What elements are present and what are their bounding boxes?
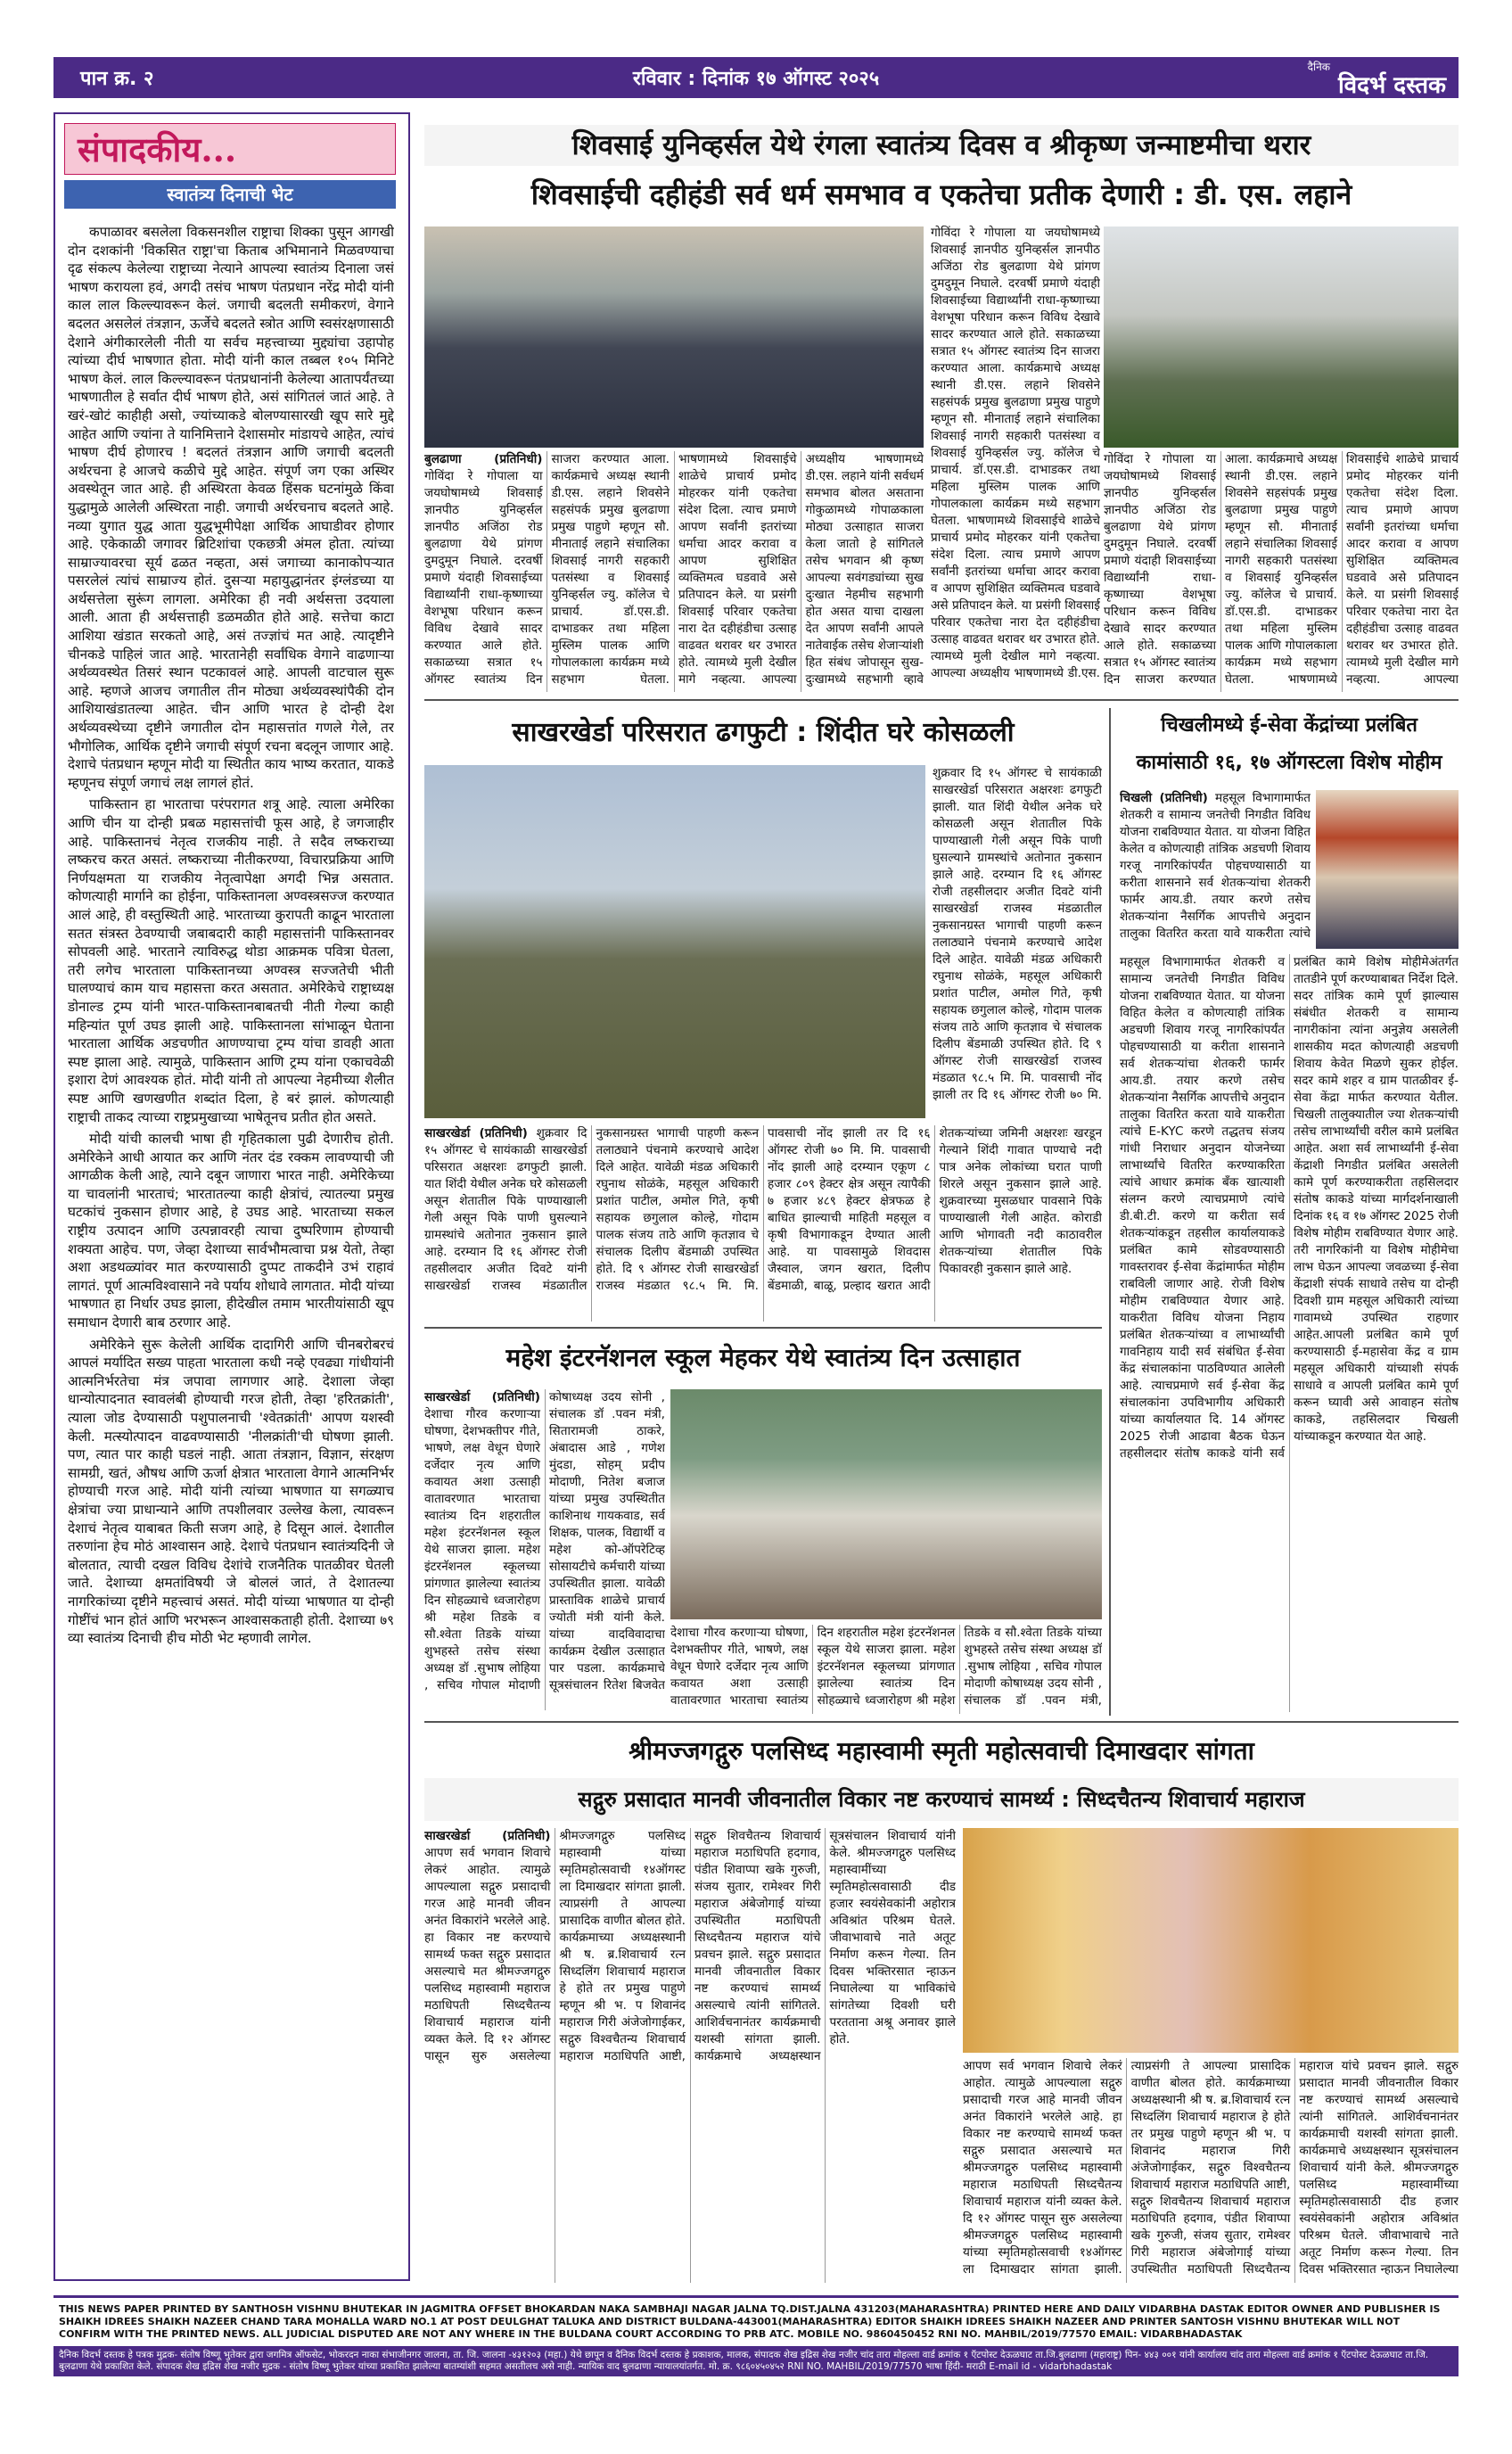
story1-body-left [424, 451, 924, 692]
story5-dateline: साखरखेर्डा (प्रतिनिधी) [424, 1829, 551, 1843]
story2-text: शुक्रवार दि १५ ऑगस्ट चे सायंकाळी साखरखेर्डा परिसरात अक्षरशः ढगफुटी झाली. यात शिंदी येथील अनेक घरे कोसळली असून शेतातील पिके पाण्याखाली गेली असून पिके पाणी घुसल्याने ग्रामस्थांचे अतोनात नुकसान झाले आहे. दरम्यान दि १६ ऑगस्ट रोजी तहसीलदार अजीत दिवटे यांनी साखरखेर्डा राजस्व मंडळातील नुकसानग्रस्त भागाची पाहणी करून तलाठ्याने पंचनामे करण्याचे आदेश दिले आहेत. यावेळी मंडळ अधिकारी रघुनाथ सोळंके, महसूल अधिकारी प्रशांत पाटील, अमोल गिते, कृषी सहायक छगुलाल कोल्हे, गोदाम पालक संजय ताठे आणि कृतज्ञाव चे संचालक दिलीप बेंडमाळी उपस्थित होते. दि ९ ऑगस्ट रोजी साखरखेर्डा राजस्व मंडळात ९८.५ मि. मि. पावसाची नोंद झाली तर दि १६ ऑगस्ट रोजी ७० मि. मि. पावसाची नोंद झाली आहे दरम्यान एकूण ८ हजार ८०९ हेक्टर क्षेत्र असून त्यापैकी ७ हजार ४८९ हेक्टर क्षेत्रफळ हे बाधित झाल्याची माहिती महसूल व कृषी विभागाकडून देण्यात आली आहे. या पावसामुळे शिवदास जैस्वाल, जगन खरात, दिलीप बेंडमाळी, बाळू, प्रल्हाद खरात आदी शेतकऱ्यांच्या जमिनी अक्षरशः खरडून गेल्याने शिंदी गावात पाण्याचे नदी पात्र अनेक लोकांच्या घरात पाणी शिरले असून नुकसान झाले आहे. शुक्रवारच्या मुसळधार पावसाने पिके पाण्याखाली गेली आहेत. कोराडी आणि भोगावती नदी काठावरील शेतकऱ्यांच्या शेतातील पिके पिकावरही नुकसान झाले आहे. [424, 1126, 1102, 1293]
story3-headline: चिखलीमध्ये ई-सेवा केंद्रांच्या प्रलंबित [1120, 708, 1459, 744]
divider [424, 1721, 1459, 1723]
story1-text-cont: गोविंदा रे गोपाला या जयघोषामध्ये शिवसाई ज्ञानपीठ युनिव्हर्सल ज्ञानपीठ अजिंठा रोड बुलढाणा येथे प्रांगण दुमदुमून निघाले. दरवर्षी प्रमाणे यंदाही शिवसाईच्या विद्यार्थ्यांनी राधा-कृष्णाच्या वेशभूषा परिधान करून विविध देखावे सादर करण्यात आले होते. सकाळच्या सत्रात १५ ऑगस्ट स्वातंत्र्य दिन साजरा करण्यात आला. कार्यक्रमाचे अध्यक्ष स्थानी डी.एस. लहाने शिवसेने सहसंपर्क प्रमुख बुलढाणा प्रमुख पाहुणे म्हणून सौ. मीनाताई लहाने संचालिका शिवसाई नागरी सहकारी पतसंस्था व शिवसाई युनिव्हर्सल ज्यु. कॉलेज चे प्राचार्य. डॉ.एस.डी. दाभाडकर तथा महिला मुस्लिम पालक आणि गोपालकाला कार्यक्रम मध्ये सहभाग घेतला. भाषणामध्ये शिवसाईचे शाळेचे प्राचार्य प्रमोद मोहरकर यांनी एकतेचा संदेश दिला. त्याच प्रमाणे आपण सर्वांनी इतरांच्या धर्माचा आदर करावा व आपण सुशिक्षित व्यक्तिमत्व घडवावे असे प्रतिपादन केले. या प्रसंगी शिवसाई परिवार एकतेचा नारा देत दहीहंडीचा उत्साह वाढवत थरावर थर उभारत होते. त्यामध्ये मुली देखील मागे नव्हत्या. आपल्या अध्यक्षीय भाषणामध्ये डी.एस. [931, 226, 1100, 680]
page-number: पान क्र. २ [80, 68, 154, 90]
story2-text-cont: शुक्रवार दि १५ ऑगस्ट चे सायंकाळी साखरखेर्डा परिसरात अक्षरशः ढगफुटी झाली. यात शिंदी येथील अनेक घरे कोसळली असून शेतातील पिके पाण्याखाली गेली असून पिके पाणी घुसल्याने ग्रामस्थांचे अतोनात नुकसान झाले आहे. दरम्यान दि १६ ऑगस्ट रोजी तहसीलदार अजीत दिवटे यांनी साखरखेर्डा राजस्व मंडळातील नुकसानग्रस्त भागाची पाहणी करून तलाठ्याने पंचनामे करण्याचे आदेश दिले आहेत. यावेळी मंडळ अधिकारी रघुनाथ सोळंके, महसूल अधिकारी प्रशांत पाटील, अमोल गिते, कृषी सहायक छगुलाल कोल्हे, गोदाम पालक संजय ताठे आणि कृतज्ञाव चे संचालक दिलीप बेंडमाळी उपस्थित होते. दि ९ ऑगस्ट रोजी साखरखेर्डा राजस्व मंडळात ९८.५ मि. मि. पावसाची नोंद झाली तर दि १६ ऑगस्ट रोजी ७० मि. [933, 766, 1102, 1102]
editorial-paragraph: मोदी यांची कालची भाषा ही गृहितकाला पुढी देणारीच होती. अमेरिकेने आधी आयात कर आणि नंतर दंड रक्कम लावण्याची जी आगळीक केली आहे, त्याने दबून जाणारा भारत नाही. अमेरिकेच्या या चावलांनी भारताचं; भारतातल्या काही क्षेत्रांचं, त्यातल्या प्रमुख घटकांचं नुकसान होणार आहे, हे उघड आहे. भारताच्या सकल राष्ट्रीय उत्पादन आणि उत्पन्नावरही त्याचा दुष्परिणाम होण्याची शक्यता आहेच. पण, जेव्हा देशाच्या सार्वभौमत्वाचा प्रश्न येतो, तेव्हा अशा अडथळ्यांवर मात करण्यासाठी दुप्पट ताकदीने उभं राहावं लागतं. पूर्ण आत्मविश्वासाने नवे पर्याय शोधावे लागतात. मोदी यांच्या भाषणात हा निर्धार उघड झाला, हीदेखील तमाम भारतीयांसाठी खूप समाधान देणारी बाब ठरणार आहे. [68, 1131, 394, 1331]
story1-text-cont2: गोविंदा रे गोपाला या जयघोषामध्ये शिवसाई ज्ञानपीठ युनिव्हर्सल ज्ञानपीठ अजिंठा रोड बुलढाणा येथे प्रांगण दुमदुमून निघाले. दरवर्षी प्रमाणे यंदाही शिवसाईच्या विद्यार्थ्यांनी राधा-कृष्णाच्या वेशभूषा परिधान करून विविध देखावे सादर करण्यात आले होते. सकाळच्या सत्रात १५ ऑगस्ट स्वातंत्र्य दिन साजरा करण्यात आला. कार्यक्रमाचे अध्यक्ष स्थानी डी.एस. लहाने शिवसेने सहसंपर्क प्रमुख बुलढाणा प्रमुख पाहुणे म्हणून सौ. मीनाताई लहाने संचालिका शिवसाई नागरी सहकारी पतसंस्था व शिवसाई युनिव्हर्सल ज्यु. कॉलेज चे प्राचार्य. डॉ.एस.डी. दाभाडकर तथा महिला मुस्लिम पालक आणि गोपालकाला कार्यक्रम मध्ये सहभाग घेतला. भाषणामध्ये शिवसाईचे शाळेचे प्राचार्य प्रमोद मोहरकर यांनी एकतेचा संदेश दिला. त्याच प्रमाणे आपण सर्वांनी इतरांच्या धर्माचा आदर करावा व आपण सुशिक्षित व्यक्तिमत्व घडवावे असे प्रतिपादन केले. या प्रसंगी शिवसाई परिवार एकतेचा नारा देत दहीहंडीचा उत्साह वाढवत थरावर थर उभारत होते. त्यामध्ये मुली देखील मागे नव्हत्या. आपल्या [1104, 452, 1459, 687]
story3-portrait-photo [1316, 790, 1459, 949]
story1-body-right [1104, 451, 1459, 692]
imprint-marathi: दैनिक विदर्भ दस्तक हे पत्रक मुद्रक- संतोष विष्णू भुतेकर द्वारा जगमित्र ऑफसेट, भोकरदन नाका संभाजीनगर जालना, ता. जि. जालना -४३१२०३ (महा.) येथे छापून व दैनिक विदर्भ दस्तक हे प्रकाशक, मालक, संपादक शेख इद्रिस शेख नजीर चांद तारा मोहल्ला वार्ड क्रमांक १ ऍटपोस्ट देऊळघाट ता.जि.बुलढाणा (महाराष्ट्र) पिन- ४४३ ००१ यांनी कार्यालय चांद तारा मोहल्ला वार्ड क्रमांक १ ऍटपोस्ट देऊळघाट ता.जि. बुलढाणा येथे प्रकाशित केले. संपादक शेख इद्रिस शेख नजीर मुद्रक - संतोष विष्णू भुतेकर यांच्या प्रकाशित झालेल्या बातम्यांशी सहमत असतीलच असे नाही. न्यायिक वाद बुलढाणा न्यायालयांतर्गत. मो. क्र. ९८६०४५०४५२ RNI NO. MAHBIL/2019/77570 भाषा हिंदी- मराठी E-mail id - vidarbhadastak [53, 2346, 1459, 2376]
story2-body-right [933, 765, 1102, 1118]
editorial-subtitle: स्वातंत्र्य दिनाची भेट [64, 180, 396, 209]
story4-headline: महेश इंटरनॅशनल स्कूल मेहकर येथे स्वातंत्र्य दिन उत्साहात [424, 1334, 1102, 1382]
page-header [53, 57, 1459, 98]
story4-dateline: साखरखेर्डा (प्रतिनिधी) [424, 1390, 540, 1404]
story3-dateline: चिखली (प्रतिनिधी) [1120, 791, 1208, 805]
story1-headline: शिवसाई युनिव्हर्सल येथे रंगला स्वातंत्र्य दिवस व श्रीकृष्ण जन्माष्टमीचा थरार [424, 125, 1459, 166]
story5-text-cont: आपण सर्व भगवान शिवाचे लेकरं आहोत. त्यामुळे आपल्याला सद्गुरु प्रसादाची गरज आहे मानवी जीवन अनंत विकारांने भरलेले आहे. हा विकार नष्ट करण्याचे सामर्थ्य फक्त सद्गुरु प्रसादात असल्याचे मत श्रीमज्जगद्गुरु पलसिध्द महास्वामी महाराज मठाधिपती सिध्दचैतन्य शिवाचार्य महाराज यांनी व्यक्त केले. दि १२ ऑगस्ट पासून सुरु असलेल्या श्रीमज्जगद्गुरु पलसिध्द महास्वामी यांच्या स्मृतिमहोत्सवाची १४ऑगस्ट ला दिमाखदार सांगता झाली. त्याप्रसंगी ते आपल्या प्रासादिक वाणीत बोलत होते. कार्यक्रमाच्या अध्यक्षस्थानी श्री ष. ब्र.शिवाचार्य रत्न सिध्दलिंग शिवाचार्य महाराज हे होते तर प्रमुख पाहुणे म्हणून श्री भ. प शिवानंद महाराज गिरी अंजेजोगाईकर, सद्गुरु विश्वचैतन्य शिवाचार्य महाराज मठाधिपति आष्टी, सद्गुरु शिवचैतन्य शिवाचार्य महाराज मठाधिपति हदगाव, पंडीत शिवाप्पा खके गुरुजी, संजय सुतार, रामेश्वर गिरी महाराज अंबेजोगाई यांच्या उपस्थितीत मठाधिपती सिध्दचैतन्य महाराज यांचे प्रवचन झाले. सद्गुरु प्रसादात मानवी जीवनातील विकार नष्ट करण्याचं सामर्थ्य असल्याचे त्यांनी सांगितले. आशिर्वचनानंतर कार्यक्रमाची यशस्वी सांगता झाली. कार्यक्रमाचे अध्यक्षस्थान सूत्रसंचालन शिवाचार्य यांनी केले. श्रीमज्जगद्गुरु पलसिध्द महास्वामींच्या स्मृतिमहोत्सवासाठी दीड हजार स्वयंसेवकांनी अहोरात्र अविश्रांत परिश्रम घेतले. जीवाभावाचे नाते अतूट निर्माण करून गेल्या. तिन दिवस भक्तिरसात न्हाऊन निघालेल्या [963, 2059, 1459, 2277]
story1-subheadline: शिवसाईची दहीहंडी सर्व धर्म समभाव व एकतेचा प्रतीक देणारी : डी. एस. लहाने [424, 171, 1459, 218]
column-divider [1109, 708, 1111, 1716]
story2-body [424, 1125, 1102, 1322]
editorial-paragraph: कपाळावर बसलेला विकसनशील राष्ट्राचा शिक्का पुसून आगखी दोन दशकांनी 'विकसित राष्ट्रा'चा किताब अभिमानाने मिळवण्याचा दृढ संकल्प केलेल्या राष्ट्राच्या नेत्याने आपल्या स्वातंत्र्य दिनाला जसं भाषण करायला हवं, अगदी तसंच भाषण पंतप्रधान नरेंद्र मोदी यांनी काल लाल किल्ल्यावरून केलं. जगाची बदलती समीकरणं, वेगाने बदलत असलेलं तंत्रज्ञान, ऊर्जेचे बदलते स्त्रोत आणि स्वसंरक्षणासाठी देशाने अंगीकारलेली नीती या सर्वच महत्त्वाच्या मुद्द्यांचा उहापोह त्यांच्या दीर्घ भाषणात होता. मोदी यांनी काल तब्बल १०५ मिनिटे भाषण केलं. लाल किल्ल्यावरून पंतप्रधानांनी केलेल्या आतापर्यंतच्या भाषणातील हे सर्वात दीर्घ भाषण होते, असं सांगितलं जातं आहे. ते खरं-खोटं काहीही असो, ज्यांच्याकडे बोलण्यासारखी खूप सारे मुद्दे आहेत आणि ज्यांना ते यानिमित्ताने देशासमोर मांडायचे आहेत, त्यांचं भाषण दीर्घ होणारच ! बदलतं तंत्रज्ञान आणि जगाची बदलती अर्थरचना हे आजचे कळीचे मुद्दे आहेत. संपूर्ण जग एका अस्थिर अवस्थेतून जात आहे. ही अस्थिरता केवळ हिंसक घटनांमुळे किंवा युद्धामुळे आलेली अस्थिरता नाही. जगाची अर्थरचनाच बदलते आहे. नव्या युगात युद्ध आता युद्धभूमीपेक्षा आर्थिक आघाडीवर होणार आहे. एकेकाळी जगावर ब्रिटिशांचा एकछत्री अंमल होता. त्यांच्या साम्राज्यावरचा सूर्य ढळत नव्हता, असं जगाच्या कानाकोपऱ्यात पसरलेलं त्यांचं साम्राज्य होतं. दुसऱ्या महायुद्धानंतर इंग्लंडच्या या अर्थसत्तेला सुरूंग लागला. अमेरिका ही नवी अर्थसत्ता उदयाला आली. आता ही अर्थसत्ताही डळमळीत होते आहे. सत्तेचा काटा आशिया खंडात सरकतो आहे, असं तज्ज्ञांचं मत आहे. त्यादृष्टीने चीनकडे पाहिलं जात आहे. भारतानेही सर्वांधिक वेगाने वाढणाऱ्या अर्थव्यवस्थेत तिसरं स्थान पटकावलं आहे. आपली वाटचाल सुरू आहे. म्हणजे आजच जगातील तीन मोठ्या अर्थव्यवस्थांपैकी दोन आशियाखंडातल्या आहेत. चीन आणि भारत हे दोन्ही देश अर्थव्यवस्थेच्या दृष्टीने जगातील दोन महासत्तांत गणले गेले, तर भौगोलिक, आर्थिक दृष्टीने जगाची संपूर्ण रचना बदलून जाणार आहे. देशाचे पंतप्रधान म्हणून मोदी या स्थितीत काय भाष्य करतात, याकडे म्हणूनच संपूर्ण जगाचं लक्ष लागलं होतं. [68, 224, 394, 791]
story5-headline: श्रीमज्जगद्गुरु पलसिध्द महास्वामी स्मृती महोत्सवाची दिमाखदार सांगता [424, 1728, 1459, 1775]
editorial-paragraph: अमेरिकेने सुरू केलेली आर्थिक दादागिरी आणि चीनबरोबरचं आपलं मर्यादित सख्य पाहता भारताला कधी नव्हे एवढ्या गांधीयांनी आत्मनिर्भरतेचा मंत्र जपावा लागणार आहे. देशाला जेव्हा धान्योत्पादनात स्वावलंबी होण्याची गरज होती, तेव्हा 'हरितक्रांती', त्याला जोड देण्यासाठी पशुपालनाची 'श्वेतक्रांती' आपण यशस्वी केली. मत्स्योत्पादन वाढवण्यासाठी 'नीलक्रांती'ची घोषणा झाली. पण, त्यात पार काही घडलं नाही. आता तंत्रज्ञान, विज्ञान, संरक्षण सामग्री, खतं, औषध आणि ऊर्जा क्षेत्रात भारताला वेगाने आत्मनिर्भर होण्याची गरज आहे. मोदी यांनी त्यांच्या भाषणात या सगळ्याच क्षेत्रांचा ज्या प्राधान्याने आणि तपशीलवार उल्लेख केला, त्यावरून देशाचं नेतृत्व याबाबत किती सजग आहे, हे दिसून आलं. देशातील तरुणांना हेच मोठं आश्वासन आहे. देशाचे पंतप्रधान स्वातंत्र्यदिनी जे बोलतात, त्याची दखल विविध देशांचे राजनैतिक पातळीवर घेतली जाते. देशाच्या क्षमतांविषयी जे बोललं जातं, ते देशातल्या नागरिकांच्या दृष्टीने महत्त्वाचं असतं. मोदी यांच्या भाषणात या दोन्ही गोष्टींचं भान होतं आणि भरभरून आश्वासकताही होती. देशाच्या ७९ व्या स्वातंत्र्य दिनाची हीच मोठी भेट म्हणावी लागेल. [68, 1336, 394, 1647]
story1-dateline: बुलढाणा (प्रतिनिधी) [424, 452, 543, 466]
story4-body-bottom [670, 1625, 1102, 1714]
story5-text: आपण सर्व भगवान शिवाचे लेकरं आहोत. त्यामुळे आपल्याला सद्गुरु प्रसादाची गरज आहे मानवी जीवन अनंत विकारांने भरलेले आहे. हा विकार नष्ट करण्याचे सामर्थ्य फक्त सद्गुरु प्रसादात असल्याचे मत श्रीमज्जगद्गुरु पलसिध्द महास्वामी महाराज मठाधिपती सिध्दचैतन्य शिवाचार्य महाराज यांनी व्यक्त केले. दि १२ ऑगस्ट पासून सुरु असलेल्या श्रीमज्जगद्गुरु पलसिध्द महास्वामी यांच्या स्मृतिमहोत्सवाची १४ऑगस्ट ला दिमाखदार सांगता झाली. त्याप्रसंगी ते आपल्या प्रासादिक वाणीत बोलत होते. कार्यक्रमाच्या अध्यक्षस्थानी श्री ष. ब्र.शिवाचार्य रत्न सिध्दलिंग शिवाचार्य महाराज हे होते तर प्रमुख पाहुणे म्हणून श्री भ. प शिवानंद महाराज गिरी अंजेजोगाईकर, सद्गुरु विश्वचैतन्य शिवाचार्य महाराज मठाधिपति आष्टी, सद्गुरु शिवचैतन्य शिवाचार्य महाराज मठाधिपति हदगाव, पंडीत शिवाप्पा खके गुरुजी, संजय सुतार, रामेश्वर गिरी महाराज अंबेजोगाई यांच्या उपस्थितीत मठाधिपती सिध्दचैतन्य महाराज यांचे प्रवचन झाले. सद्गुरु प्रसादात मानवी जीवनातील विकार नष्ट करण्याचं सामर्थ्य असल्याचे त्यांनी सांगितले. आशिर्वचनानंतर कार्यक्रमाची यशस्वी सांगता झाली. कार्यक्रमाचे अध्यक्षस्थान सूत्रसंचालन शिवाचार्य यांनी केले. श्रीमज्जगद्गुरु पलसिध्द महास्वामींच्या स्मृतिमहोत्सवासाठी दीड हजार स्वयंसेवकांनी अहोरात्र अविश्रांत परिश्रम घेतले. जीवाभावाचे नाते अतूट निर्माण करून गेल्या. तिन दिवस भक्तिरसात न्हाऊन निघालेल्या या भाविकांचे सांगतेच्या दिवशी घरी परतताना अश्रू अनावर झाले होते. [424, 1829, 956, 2063]
masthead-small: दैनिक [1307, 61, 1330, 73]
editorial-title: संपादकीय... [64, 123, 396, 175]
story4-flag-hoisting-photo [670, 1389, 1102, 1619]
imprint-footer [53, 2295, 1459, 2393]
editorial-paragraph: पाकिस्तान हा भारताचा परंपरागत शत्रू आहे. त्याला अमेरिका आणि चीन या दोन्ही प्रबळ महासत्तांची फूस आहे, हे जगजाहीर आहे. पाकिस्तानचं नेतृत्व राजकीय नाही. ते सदैव लष्कराच्या लष्करच करत असतं. लष्कराच्या नीतीकरण्या, विचारप्रक्रिया आणि निर्णयक्षमता या राजकीय नेतृत्वापेक्षा अगदी भिन्न असतात. कोणत्याही मार्गाने का होईना, पाकिस्तानला अण्वस्त्रसज्ज करण्यात आलं आहे, ही वस्तुस्थिती आहे. भारताच्या कुरापती काढून भारताला सतत संत्रस्त ठेवण्याची जबाबदारी काही महासत्तांनी पाकिस्तानवर सोपवली आहे. भारताने त्याविरुद्ध थोडा आक्रमक पवित्रा घेतला, तरी लगेच भारताला पाकिस्तानच्या अण्वस्त्र सज्जतेची भीती घालण्याचं काम याच महासत्ता करत असतात. अमेरिकेचे राष्ट्राध्यक्ष डोनाल्ड ट्रम्प यांनी भारत-पाकिस्तानबाबतची नीती गेल्या काही महिन्यांत पूर्ण उघड झाली आहे. पाकिस्तानला सांभाळून घेताना भारताला आर्थिक अडचणीत आणण्याचा ट्रम्प यांचा डावही आता स्पष्ट झाला आहे. त्यामुळे, पाकिस्तान आणि ट्रम्प यांना एकाचवेळी इशारा देणं आवश्यक होतं. मोदी यांनी तो आपल्या नेहमीच्या शैलीत स्पष्ट आणि खणखणीत शब्दांत दिला, हे बरं झालं. कोणत्याही राष्ट्राची ताकद त्याच्या राष्ट्रप्रमुखाच्या भाषेतूनच प्रतीत होत असते. [68, 796, 394, 1125]
story3-text-cont: महसूल विभागामार्फत शेतकरी व सामान्य जनतेची निगडीत विविध योजना राबविण्यात येतात. या योजना विहित केलेत व कोणत्याही तांत्रिक अडचणी शिवाय गरजू नागरिकांपर्यंत पोहचण्यासाठी या करीता शासनाने सर्व शेतकऱ्यांचा शेतकरी फार्मर आय.डी. तयार करणे तसेच शेतकऱ्यांना नैसर्गिक आपत्तीचे अनुदान तालुका वितरित करता यावे याकरीता त्यांचे E-KYC करणे तद्धतच संजय गांधी निराधार अनुदान योजनेच्या लाभार्थ्यांचे वितरित करण्याकरिता त्यांचे आधार क्रमांक बँक खात्याशी संलग्न करणे त्याचप्रमाणे त्यांचे डी.बी.टी. करणे या करीता सर्व शेतकऱ्यांकडून तहसील कार्यालयाकडे प्रलंबित कामे सोडवण्यासाठी गावस्तरावर ई-सेवा केंद्रांमार्फत मोहीम राबविली जाणार आहे. रोजी विशेष मोहीम राबविण्यात येणार आहे. याकरीता विविध योजना निहाय प्रलंबित शेतकऱ्यांच्या व लाभार्थ्यांची गावनिहाय यादी सर्व संबंधित ई-सेवा केंद्र संचालकांना पाठविण्यात आलेली आहे. त्याचप्रमाणे सर्व ई-सेवा केंद्र संचालकांना उपविभागीय अधिकारी यांच्या कार्यालयात दि. 14 ऑगस्ट 2025 रोजी आढावा बैठक घेऊन तहसीलदार संतोष काकडे यांनी सर्व प्रलंबित कामे विशेष मोहीमेअंतर्गत तातडीने पूर्ण करण्याबाबत निर्देश दिले. सदर तांत्रिक कामे पूर्ण झाल्यास संबंधीत शेतकरी व सामान्य नागरीकांना त्यांना अनुज्ञेय असलेली शासकीय मदत कोणत्याही अडचणी शिवाय केवेत मिळणे सुकर होईल. सदर कामे शहर व ग्राम पातळीवर ई-सेवा केंद्रा मार्फत करण्यात येतील. चिखली तालुक्यातील ज्या शेतकऱ्यांची तसेच लाभार्थ्यांची वरील कामे प्रलंबित आहेत. अशा सर्व लाभार्थ्यांनी ई-सेवा केंद्राशी निगडीत प्रलंबित असलेली कामे पूर्ण करण्याकरीता तहसिलदार संतोष काकडे यांच्या मार्गदर्शनाखाली दिनांक १६ व १७ ऑगस्ट 2025 रोजी विशेष मोहीम राबविण्यात येणार आहे. तरी नागरिकांनी या विशेष मोहीमेचा लाभ घेऊन आपल्या जवळच्या ई-सेवा केंद्राशी संपर्क साधावे तसेच या दोन्ही दिवशी ग्राम महसूल अधिकारी त्यांच्या गावामध्ये उपस्थित राहणार आहेत.आपली प्रलंबित कामे पूर्ण करण्यासाठी ई-महासेवा केंद्र व ग्राम महसूल अधिकारी यांच्याशी संपर्क साधावे व आपली प्रलंबित कामे पूर्ण करून घ्यावी असे आवाहन संतोष काकडे, तहसिलदार चिखली यांच्याकडून करण्यात येत आहे. [1120, 955, 1459, 1461]
story1-text: गोविंदा रे गोपाला या जयघोषामध्ये शिवसाई ज्ञानपीठ युनिव्हर्सल ज्ञानपीठ अजिंठा रोड बुलढाणा येथे प्रांगण दुमदुमून निघाले. दरवर्षी प्रमाणे यंदाही शिवसाईच्या विद्यार्थ्यांनी राधा-कृष्णाच्या वेशभूषा परिधान करून विविध देखावे सादर करण्यात आले होते. सकाळच्या सत्रात १५ ऑगस्ट स्वातंत्र्य दिन साजरा करण्यात आला. कार्यक्रमाचे अध्यक्ष स्थानी डी.एस. लहाने शिवसेने सहसंपर्क प्रमुख बुलढाणा प्रमुख पाहुणे म्हणून सौ. मीनाताई लहाने संचालिका शिवसाई नागरी सहकारी पतसंस्था व शिवसाई युनिव्हर्सल ज्यु. कॉलेज चे प्राचार्य. डॉ.एस.डी. दाभाडकर तथा महिला मुस्लिम पालक आणि गोपालकाला कार्यक्रम मध्ये सहभाग घेतला. भाषणामध्ये शिवसाईचे शाळेचे प्राचार्य प्रमोद मोहरकर यांनी एकतेचा संदेश दिला. त्याच प्रमाणे आपण सर्वांनी इतरांच्या धर्माचा आदर करावा व आपण सुशिक्षित व्यक्तिमत्व घडवावे असे प्रतिपादन केले. या प्रसंगी शिवसाई परिवार एकतेचा नारा देत दहीहंडीचा उत्साह वाढवत थरावर थर उभारत होते. त्यामध्ये मुली देखील मागे नव्हत्या. आपल्या अध्यक्षीय भाषणामध्ये डी.एस. लहाने यांनी सर्वधर्म समभाव बोलत असताना गोकुळामध्ये गोपाळकाला मोठ्या उत्साहात साजरा केला जातो हे सांगितले तसेच भगवान श्री कृष्ण आपल्या सवंगड्यांच्या सुख दुःखात नेहमीच सहभागी होत असत याचा दाखला देत आपण सर्वांनी आपले नातेवाईक तसेच शेजाऱ्यांशी हित संबंध जोपासून सुख-दुःखामध्ये सहभागी व्हावे [424, 452, 924, 687]
editorial-column [53, 112, 410, 2281]
story2-headline: साखरखेर्डा परिसरात ढगफुटी : शिंदीत घरे कोसळली [424, 708, 1102, 758]
story3-body-top [1120, 790, 1311, 951]
story4-body-left [424, 1389, 665, 1710]
editorial-body [68, 223, 394, 2274]
masthead [1308, 59, 1446, 97]
issue-date: रविवार : दिनांक १७ ऑगस्ट २०२५ [632, 68, 880, 90]
story4-text: देशाचा गौरव करणाऱ्या घोषणा, देशभक्तीपर गीते, भाषणे, लक्ष वेधून घेणारे दर्जेदार नृत्य आणि कवायत अशा उत्साही वातावरणात भारताचा स्वातंत्र्य दिन शहरातील महेश इंटरनॅशनल स्कूल येथे साजरा झाला. महेश इंटरनॅशनल स्कूलच्या प्रांगणात झालेल्या स्वातंत्र्य दिन सोहळ्याचे ध्वजारोहण श्री महेश तिडके व सौ.श्वेता तिडके यांच्या शुभहस्ते तसेच संस्था अध्यक्ष डॉ .सुभाष लोहिया , सचिव गोपाल मोदाणी कोषाध्यक्ष उदय सोनी , संचालक डॉ .पवन मंत्री, सितारामजी ठाकरे, अंबादास आडे , गणेश मुंदडा, सोहम् प्रदीप मोदाणी, नितेश बजाज यांच्या प्रमुख उपस्थितीत काशिनाथ गायकवाड, सर्व शिक्षक, पालक, विद्यार्थी व महेश को-ऑपरेटिव्ह सोसायटीचे कर्मचारी यांच्या उपस्थितीत झाला. यावेळी प्रास्ताविक शाळेचे प्राचार्य ज्योती मंत्री यांनी केले. यांच्या वादविवादाचा कार्यक्रम देखील उत्साहात पार पडला. कार्यक्रमाचे सूत्रसंचालन रितेश बिजवेत [424, 1390, 665, 1692]
story3-subheadline: कामांसाठी १६, १७ ऑगस्टला विशेष मोहीम [1120, 745, 1459, 781]
story5-body-bottom [963, 2058, 1459, 2283]
story3-body [1120, 954, 1459, 1712]
story3-text: महसूल विभागामार्फत शेतकरी व सामान्य जनतेची निगडीत विविध योजना राबविण्यात येतात. या योजना विहित केलेत व कोणत्याही तांत्रिक अडचणी शिवाय गरजू नागरिकांपर्यंत पोहचण्यासाठी या करीता शासनाने सर्व शेतकऱ्यांचा शेतकरी फार्मर आय.डी. तयार करणे तसेच शेतकऱ्यांना नैसर्गिक आपत्तीचे अनुदान तालुका वितरित करता यावे याकरीता त्यांचे [1120, 791, 1311, 941]
story2-dateline: साखरखेर्डा (प्रतिनिधी) [424, 1126, 528, 1141]
story5-subheadline: सद्गुरु प्रसादात मानवी जीवनातील विकार नष्ट करण्याचं सामर्थ्य : सिध्दचैतन्य शिवाचार्य महाराज [424, 1778, 1459, 1821]
story2-flood-photo [424, 765, 925, 1118]
story1-group-photo [424, 226, 924, 448]
divider [424, 699, 1459, 701]
story4-text-cont: देशाचा गौरव करणाऱ्या घोषणा, देशभक्तीपर गीते, भाषणे, लक्ष वेधून घेणारे दर्जेदार नृत्य आणि कवायत अशा उत्साही वातावरणात भारताचा स्वातंत्र्य दिन शहरातील महेश इंटरनॅशनल स्कूल येथे साजरा झाला. महेश इंटरनॅशनल स्कूलच्या प्रांगणात झालेल्या स्वातंत्र्य दिन सोहळ्याचे ध्वजारोहण श्री महेश तिडके व सौ.श्वेता तिडके यांच्या शुभहस्ते तसेच संस्था अध्यक्ष डॉ .सुभाष लोहिया , सचिव गोपाल मोदाणी कोषाध्यक्ष उदय सोनी , संचालक डॉ .पवन मंत्री, [670, 1626, 1102, 1708]
story5-ceremony-photo [963, 1828, 1459, 2053]
divider [424, 1327, 1102, 1329]
imprint-english: THIS NEWS PAPER PRINTED BY SANTHOSH VISHNU BHUTEKAR IN JAGMITRA OFFSET BHOKARDAN NAKA SAMBHAJI NAGAR JALNA TQ.DIST.JALNA 431203(MAHARASHTRA) PRINTED HERE AND DAILY VIDARBHA DASTAK EDITOR OWNER AND PUBLISHER IS SHAIKH IDREES SHAIKH NAZEER CHAND TARA MOHALLA WARD NO.1 AT POST DEULGHAT TALUKA AND DISTRICT BULDANA-443001(MAHARASHTRA) EDITOR SHAIKH IDREES SHAIKH NAZEER AND PRINTER SANTOSH VISHNU BHUTEKAR WILL NOT CONFIRM WITH THE PRINTED NEWS. ALL JUDICIAL DISPUTED ARE NOT ANY WHERE IN THE BULDANA COURT ACCORDING TO PRB ATC. MOBILE NO. 9860450452 RNI NO. MAHBIL/2019/77570 EMAIL: VIDARBHADASTAK [59, 2303, 1441, 2340]
story5-body [424, 1828, 956, 2283]
masthead-title: विदर्भ दस्तक [1337, 72, 1446, 99]
story1-body-mid [931, 225, 1100, 688]
story1-dahihandi-photo [1104, 226, 1459, 448]
